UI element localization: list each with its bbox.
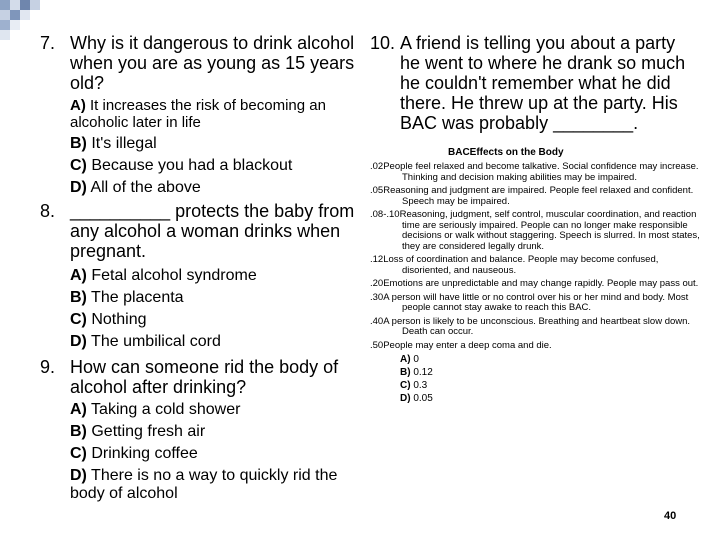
question-9-options — [40, 401, 355, 503]
question-number: 7. — [40, 33, 56, 53]
option-a: A) It increases the risk of becoming an alcoholic later in life — [70, 97, 326, 131]
bac-row: .08-.10Reasoning, judgment, self control, muscular coordination, and reaction time are seriously impaired. People can no longer make responsible decisions or walk without staggering. Speech is slurred. In most states, they are considered legally drunk. — [370, 209, 700, 252]
option-c: C) Because you had a blackout — [70, 157, 293, 174]
option-d: D) The umbilical cord — [70, 333, 221, 350]
option-b: B) 0.12 — [400, 367, 433, 378]
bac-table-header: BACEffects on the Body — [448, 147, 564, 158]
option-c: C) Nothing — [70, 311, 147, 328]
bac-row: .20Emotions are unpredictable and may change rapidly. People may pass out. — [370, 278, 699, 289]
question-text: A friend is telling you about a party he went to where he drank so much he couldn't remember what he did there. He threw up at the party. His BAC was probably ________. — [400, 33, 686, 133]
question-text: How can someone rid the body of alcohol after drinking? — [70, 357, 339, 397]
bac-row: .40A person is likely to be unconscious. Breathing and heartbeat slow down. Death can occur. — [370, 315, 691, 337]
question-text: __________ protects the baby from any alcohol a woman drinks when pregnant. — [70, 201, 355, 261]
bac-row: .12Loss of coordination and balance. People may become confused, disoriented, and nauseous. — [370, 254, 659, 276]
question-7 — [40, 33, 355, 93]
option-a: A) Fetal alcohol syndrome — [70, 267, 257, 284]
option-a: A) Taking a cold shower — [70, 401, 241, 418]
option-d: D) There is no a way to quickly rid the body of alcohol — [70, 467, 338, 502]
option-b: B) It's illegal — [70, 135, 157, 152]
question-10 — [370, 33, 700, 133]
question-10-options — [400, 354, 700, 405]
option-b: B) The placenta — [70, 289, 184, 306]
bac-effects-list — [370, 162, 700, 351]
right-column — [370, 33, 700, 406]
question-number: 8. — [40, 201, 56, 221]
page-number: 40 — [664, 510, 677, 522]
question-number: 9. — [40, 357, 56, 377]
question-number: 10. — [370, 33, 396, 53]
option-a: A) 0 — [400, 354, 419, 365]
left-column — [40, 33, 355, 507]
bac-row: .50People may enter a deep coma and die. — [370, 339, 552, 351]
option-c: C) Drinking coffee — [70, 445, 198, 462]
option-d: D) 0.05 — [400, 393, 433, 404]
question-9 — [40, 357, 355, 397]
bac-row: .05Reasoning and judgment are impaired. People feel relaxed and confident. Speech may be impaired. — [370, 185, 694, 207]
bac-row: .02People feel relaxed and become talkative. Social confidence may increase. Thinking and decision making abilities may be impaired. — [370, 161, 699, 183]
bac-row: .30A person will have little or no control over his or her mind and body. Most people cannot stay awake to reach this BAC. — [370, 291, 689, 313]
question-8 — [40, 201, 355, 261]
option-c: C) 0.3 — [400, 380, 428, 391]
option-b: B) Getting fresh air — [70, 423, 206, 440]
option-d: D) All of the above — [70, 179, 201, 196]
question-text: Why is it dangerous to drink alcohol when you are as young as 15 years old? — [70, 33, 355, 93]
question-7-options — [40, 97, 355, 197]
question-8-options — [40, 267, 355, 351]
